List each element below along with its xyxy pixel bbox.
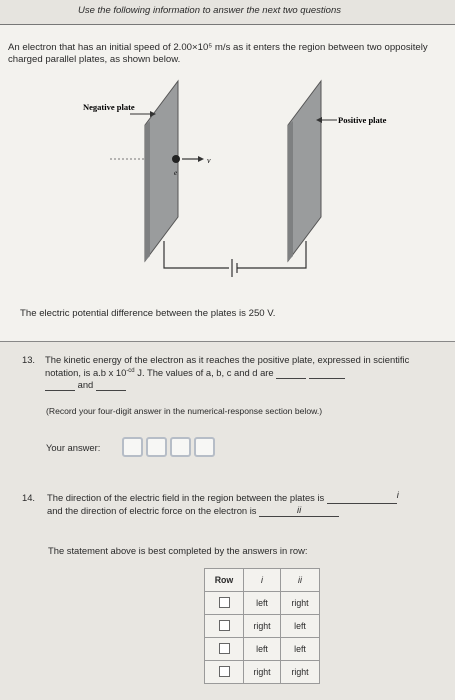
blank-b [309,378,345,379]
cell-ii: left [281,615,320,638]
digit-input-3[interactable] [170,437,191,457]
digit-input-2[interactable] [146,437,167,457]
blank-i: i [327,503,397,504]
intro-text: An electron that has an initial speed of 2.00×10⁵ m/s as it enters the region between two oppositely charged parallel plates, as shown below. [8,42,428,65]
electron-label: e [174,169,178,177]
cell-i: right [244,661,281,684]
instructions-header: Use the following information to answer the next two questions [78,5,341,16]
q14-line2: and the direction of electric force on the electron is [47,504,257,516]
circuit-wire [164,241,229,268]
blank-a [276,378,306,379]
cell-i: right [244,615,281,638]
radio-button[interactable] [219,597,230,608]
statement-text: The statement above is best completed by the answers in row: [48,545,308,556]
your-answer-label: Your answer: [46,442,101,453]
table-row[interactable] [205,638,320,661]
blank-c [45,390,75,391]
table-header-row [205,569,320,592]
blank-ii: ii [259,504,339,517]
parallel-plates-diagram [0,65,455,295]
radio-button[interactable] [219,643,230,654]
cell-ii: right [281,592,320,615]
and-text: and [77,378,94,390]
q13-text2: J. The values of a, b, c and d are [134,366,274,378]
potential-difference-text: The electric potential difference between the plates is 250 V. [20,308,276,319]
digit-input-1[interactable] [122,437,143,457]
blank-d [96,390,126,391]
table-row[interactable] [205,592,320,615]
cell-ii: left [281,638,320,661]
table-row[interactable] [205,661,320,684]
q13-number: 13. [22,354,36,365]
header-ii: ii [281,569,320,592]
record-instructions: (Record your four-digit answer in the numerical-response section below.) [46,406,323,416]
radio-button[interactable] [219,666,230,677]
numerical-response-boxes [122,437,215,457]
negative-label: Negative plate [83,102,135,112]
cell-ii: right [281,661,320,684]
header-i: i [244,569,281,592]
q14-number: 14. [22,492,36,503]
positive-label: Positive plate [338,115,387,125]
table-row[interactable] [205,615,320,638]
answer-options-table [204,568,320,684]
header-row: Row [205,569,244,592]
q14-line1: The direction of the electric field in the region between the plates is [47,492,325,503]
cell-i: left [244,592,281,615]
electron [172,155,180,163]
q13-exponent: -cd [126,367,135,374]
digit-input-4[interactable] [194,437,215,457]
cell-i: left [244,638,281,661]
velocity-label: v [207,156,211,165]
top-banner [0,0,455,24]
q13-text: The kinetic energy of the electron as it reaches the positive plate, expressed in scientific notation, is a.b x 10 [45,354,410,378]
radio-button[interactable] [219,620,230,631]
